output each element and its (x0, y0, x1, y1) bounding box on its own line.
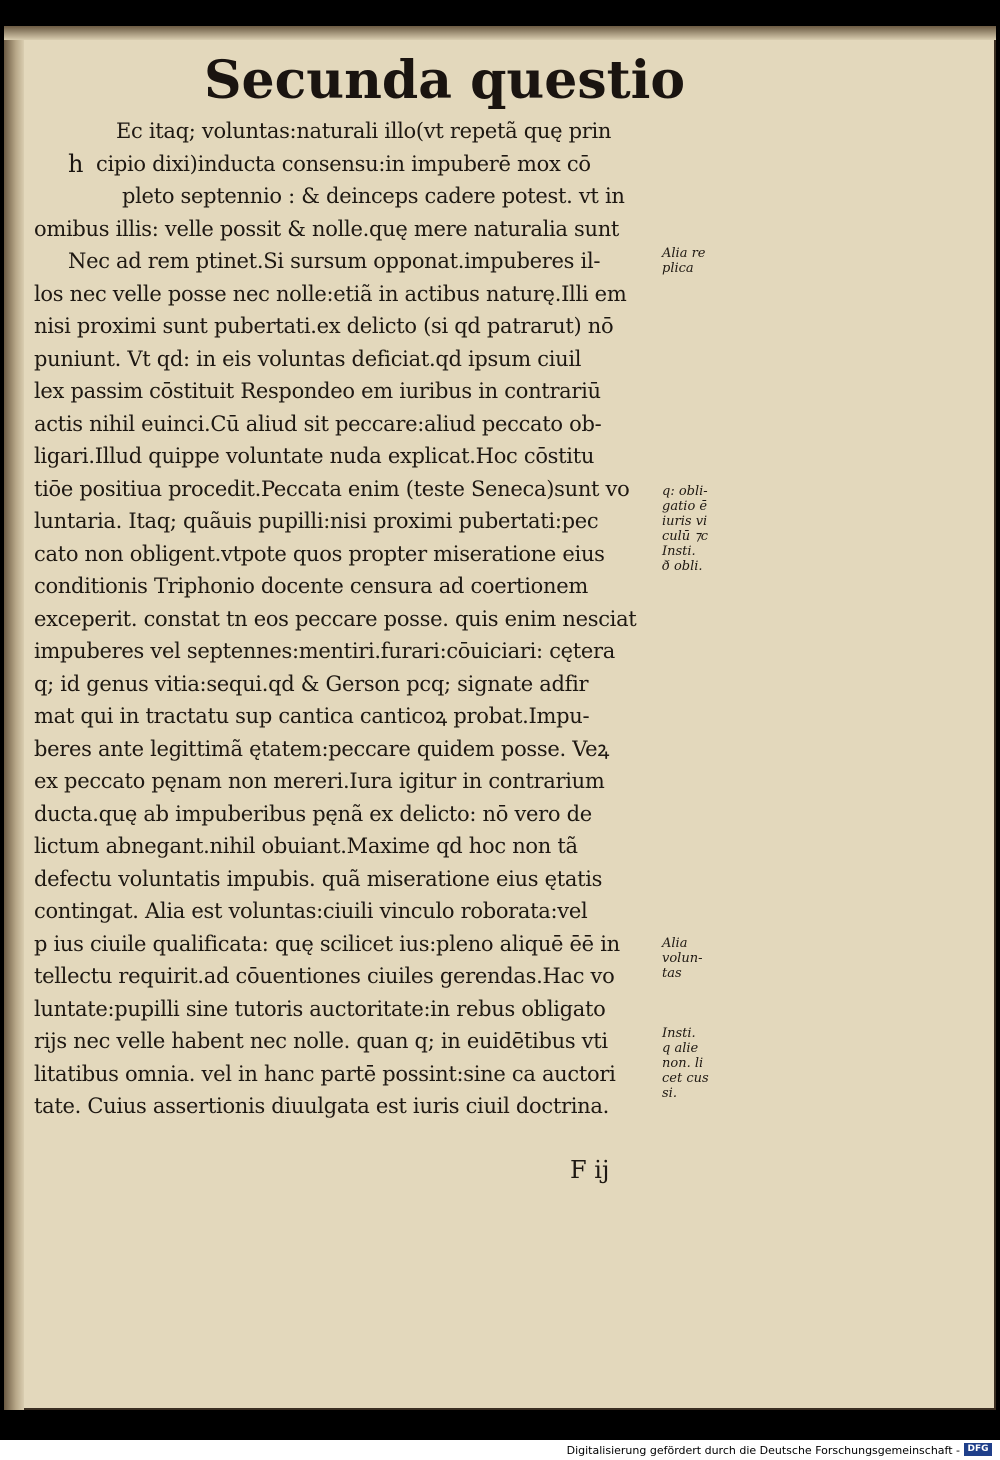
text-line: rijs nec velle habent nec nolle. quan q; in euidētibus vti (34, 1029, 608, 1053)
text-line: litatibus omnia. vel in hanc partē possint:sine ca auctori (34, 1061, 616, 1086)
text-line: mat qui in tractatu sup cantica canticoꝝ probat.Impu- (34, 704, 590, 728)
text-line: impuberes vel septennes:mentiri.furari:cōuiciari: cętera (34, 639, 616, 663)
text-line: Nec ad rem ptinet.Si sursum opponat.impuberes il- (68, 249, 601, 273)
text-line: tiōe positiua procedit.Peccata enim (teste Seneca)sunt vo (34, 476, 630, 501)
text-line: lex passim cōstituit Respondeo em iuribus in contrariū (34, 379, 601, 403)
text-line: Ec itaq; voluntas:naturali illo(vt repetã quę prin (116, 119, 612, 143)
page-top-edge (4, 26, 996, 40)
book-page (4, 26, 996, 1410)
text-line: ligari.Illud quippe voluntate nuda explicat.Hoc cōstitu (34, 444, 595, 468)
digitization-credit: Digitalisierung gefördert durch die Deutsche Forschungsgemeinschaft - (566, 1444, 960, 1457)
text-line: tate. Cuius assertionis diuulgata est iuris ciuil doctrina. (34, 1094, 609, 1118)
text-line: ex peccato pęnam non mereri.Iura igitur in contrarium (34, 769, 605, 793)
signature-mark: F ij (570, 1156, 610, 1184)
text-line: lictum abnegant.nihil obuiant.Maxime qd hoc non tã (34, 834, 578, 858)
text-line: contingat. Alia est voluntas:ciuili vinculo roborata:vel (34, 899, 588, 923)
text-line: puniunt. Vt qd: in eis voluntas deficiat.qd ipsum ciuil (34, 346, 582, 371)
text-line: pleto septennio : & deinceps cadere potest. vt in (122, 184, 625, 208)
text-line: cipio dixi)inducta consensu:in impuberē mox cō (96, 151, 591, 176)
text-line: exceperit. constat tn eos peccare posse. quis enim nesciat (34, 606, 637, 631)
dfg-logo: DFG (964, 1443, 992, 1456)
text-line: beres ante legittimã ętatem:peccare quidem posse. Veꝝ (34, 736, 610, 761)
initial-letter: h (68, 150, 84, 178)
page-heading: Secunda questio (204, 50, 686, 111)
margin-note: Insti. q alie non. li cet cus si. (662, 1026, 709, 1101)
page-spine-shadow (4, 26, 24, 1410)
text-line: defectu voluntatis impubis. quã miseratione eius ętatis (34, 866, 603, 891)
text-line: actis nihil euinci.Cū aliud sit peccare:aliud peccato ob- (34, 411, 602, 436)
text-line: ducta.quę ab impuberibus pęnã ex delicto: nō vero de (34, 801, 592, 826)
text-line: nisi proximi sunt pubertati.ex delicto (si qd patrarut) nō (34, 314, 614, 338)
text-line: conditionis Triphonio docente censura ad coertionem (34, 574, 588, 598)
margin-note: Alia re plica (662, 246, 706, 276)
text-line: luntate:pupilli sine tutoris auctoritate:in rebus obligato (34, 996, 606, 1021)
text-line: omibus illis: velle possit & nolle.quę mere naturalia sunt (34, 216, 620, 241)
text-line: cato non obligent.vtpote quos propter miseratione eius (34, 541, 605, 566)
text-line: tellectu requirit.ad cōuentiones ciuiles gerendas.Hac vo (34, 964, 615, 988)
text-line: luntaria. Itaq; quãuis pupilli:nisi proximi pubertati:pec (34, 509, 599, 533)
text-line: los nec velle posse nec nolle:etiã in actibus naturę.Illi em (34, 281, 627, 306)
text-line: q; id genus vitia:sequi.qd & Gerson pcq; signate adfir (34, 671, 589, 696)
margin-note: q: obli- gatio ē iuris vi culū ⁊c Insti. ð obli. (662, 484, 709, 574)
text-line: p ius ciuile qualificata: quę scilicet ius:pleno aliquē ēē in (34, 931, 620, 956)
margin-note: Alia volun- tas (662, 936, 703, 981)
